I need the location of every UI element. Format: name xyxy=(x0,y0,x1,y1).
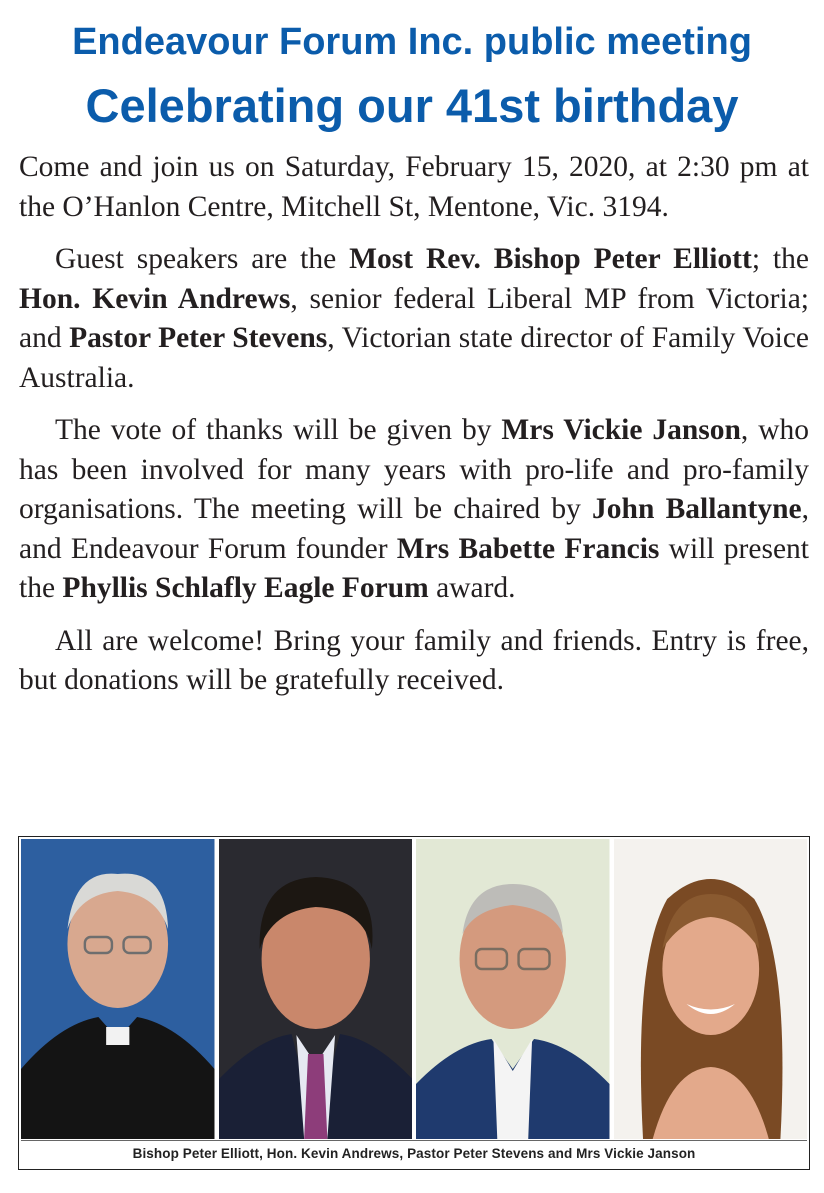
paragraph-thanks: The vote of thanks will be given by Mrs Vickie Janson, who has been involved for many years with pro-life and pro-family organisations. The meeting will be chaired by John Ballantyne, and Endeavour Forum founder Mrs Babette Francis will present the Phyllis Schlafly Eagle Forum award. xyxy=(19,414,810,604)
photo-kevin-andrews xyxy=(219,839,413,1139)
portrait-kevin-icon xyxy=(219,839,413,1139)
birthday-heading: Celebrating our 41st birthday xyxy=(85,79,739,132)
article-body xyxy=(19,148,809,714)
photo-peter-stevens xyxy=(416,839,610,1139)
paragraph-date: Come and join us on Saturday, February 15, 2020, at 2:30 pm at the O’Hanlon Centre, Mitchell St, Mentone, Vic. 3194. xyxy=(19,151,809,223)
portrait-janson-icon xyxy=(614,839,808,1139)
photo-caption: Bishop Peter Elliott, Hon. Kevin Andrews, Pastor Peter Stevens and Mrs Vickie Janson xyxy=(21,1140,807,1167)
meeting-heading: Endeavour Forum Inc. public meeting xyxy=(72,21,752,63)
portrait-stevens-icon xyxy=(416,839,610,1139)
photo-bishop-peter-elliott xyxy=(21,839,215,1139)
speaker-photos xyxy=(18,836,810,1170)
paragraph-speakers: Guest speakers are the Most Rev. Bishop Peter Elliott; the Hon. Kevin Andrews, senior federal Liberal MP from Victoria; and Pastor Peter Stevens, Victorian state director of Family Voice Australia. xyxy=(19,243,810,394)
portrait-bishop-icon xyxy=(21,839,215,1139)
paragraph-welcome: All are welcome! Bring your family and friends. Entry is free, but donations will be gratefully received. xyxy=(19,624,809,696)
photo-vickie-janson xyxy=(614,839,808,1139)
